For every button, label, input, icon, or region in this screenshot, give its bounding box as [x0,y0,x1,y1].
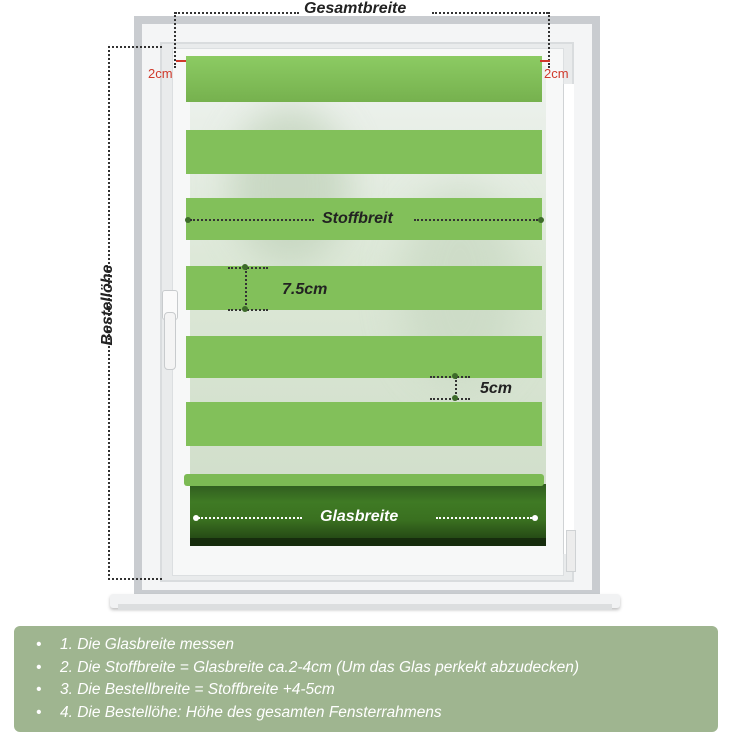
total-width-label: Gesamtbreite [304,0,407,17]
instructions-list [14,626,718,724]
instructions-panel [14,626,718,732]
left-margin-label: 2cm [148,66,173,81]
order-height-label: Bestellöhe [99,264,116,346]
stripe-height-label: 7.5cm [282,281,328,298]
blind-stripe [186,130,542,174]
blind-stripe [186,266,542,310]
bullet-icon: • [36,658,42,676]
bullet-icon: • [36,636,42,653]
instruction-item: • 4. Die Bestellöhe: Höhe des gesamten Fensterrahmens [36,702,718,725]
bullet-icon: • [36,703,42,721]
blind-cassette [186,56,542,102]
blind-bottom-rail [184,474,544,486]
right-margin-label: 2cm [544,66,569,81]
instruction-item: • 2. Die Stoffbreite = Glasbreite ca.2-4cm (Um das Glas perkekt abzudecken) [36,657,718,680]
blind-stripe [186,402,542,446]
glass-width-label: Glasbreite [320,508,399,525]
blind-side-bar [563,84,574,554]
instruction-item: • 1. Die Glasbreite messen [36,634,718,657]
gap-height-label: 5cm [480,380,513,397]
bullet-icon: • [36,681,42,698]
hinge [566,530,576,572]
instruction-item: • 3. Die Bestellbreite = Stoffbreite +4-5cm [36,679,718,702]
fabric-width-label: Stoffbreit [322,210,393,227]
blind-stripe [186,336,542,378]
window-handle [164,312,176,370]
